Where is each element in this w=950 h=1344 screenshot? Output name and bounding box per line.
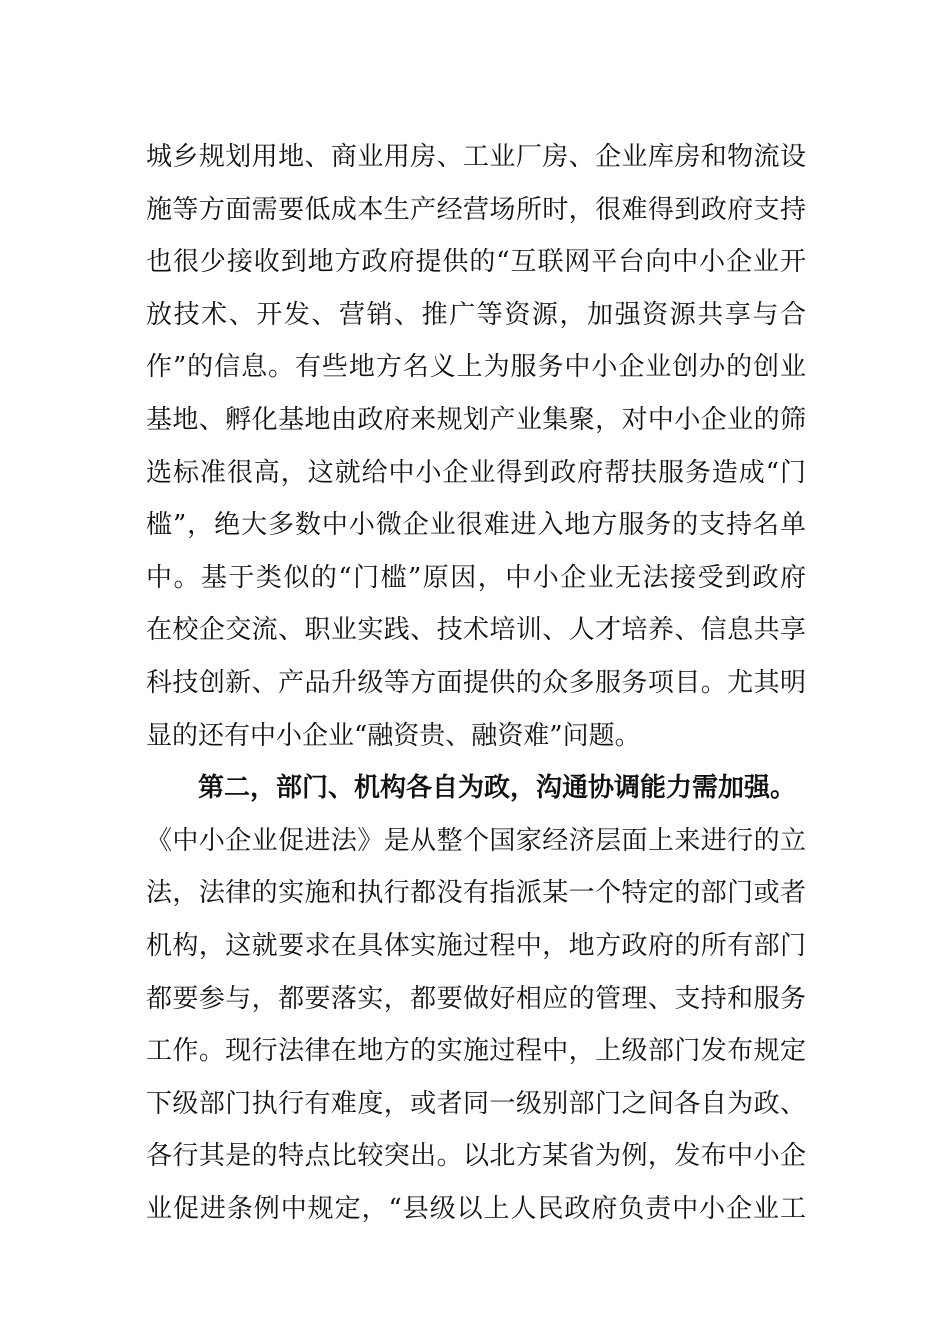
text-line: 工作。现行法律在地方的实施过程中，上级部门发布规定 <box>146 1036 806 1067</box>
text-line: 选标准很高，这就给中小企业得到政府帮扶服务造成“门 <box>146 457 806 488</box>
text-line: 法，法律的实施和执行都没有指派某一个特定的部门或者 <box>146 878 806 909</box>
section-heading: 第二，部门、机构各自为政，沟通协调能力需加强。 <box>198 773 797 804</box>
text-line: 下级部门执行有难度，或者同一级别部门之间各自为政、 <box>146 1088 806 1119</box>
text-line: 机构，这就要求在具体实施过程中，地方政府的所有部门 <box>146 930 806 961</box>
text-line: 基地、孵化基地由政府来规划产业集聚，对中小企业的筛 <box>146 404 806 435</box>
text-line: 施等方面需要低成本生产经营场所时，很难得到政府支持 <box>146 194 806 225</box>
text-line: 各行其是的特点比较突出。以北方某省为例，发布中小企 <box>146 1141 806 1172</box>
text-line: 显的还有中小企业“融资贵、融资难”问题。 <box>146 720 641 751</box>
text-line: 在校企交流、职业实践、技术培训、人才培养、信息共享 <box>146 615 806 646</box>
text-line: 《中小企业促进法》是从整个国家经济层面上来进行的立 <box>146 825 806 856</box>
text-line: 科技创新、产品升级等方面提供的众多服务项目。尤其明 <box>146 667 806 698</box>
text-line: 放技术、开发、营销、推广等资源，加强资源共享与合 <box>146 299 806 330</box>
text-line: 城乡规划用地、商业用房、工业厂房、企业库房和物流设 <box>146 142 806 172</box>
document-page <box>146 137 806 1241</box>
text-line: 业促进条例中规定，“县级以上人民政府负责中小企业工 <box>146 1193 806 1224</box>
text-line: 都要参与，都要落实，都要做好相应的管理、支持和服务 <box>146 983 806 1014</box>
paragraph-1 <box>146 137 806 756</box>
text-line: 中。基于类似的“门槛”原因，中小企业无法接受到政府 <box>146 562 806 593</box>
text-line: 槛”，绝大多数中小微企业很难进入地方服务的支持名单 <box>146 510 806 541</box>
text-line: 也很少接收到地方政府提供的“互联网平台向中小企业开 <box>146 247 806 278</box>
paragraph-2 <box>146 821 806 1229</box>
text-line: 作”的信息。有些地方名义上为服务中小企业创办的创业 <box>146 352 806 383</box>
